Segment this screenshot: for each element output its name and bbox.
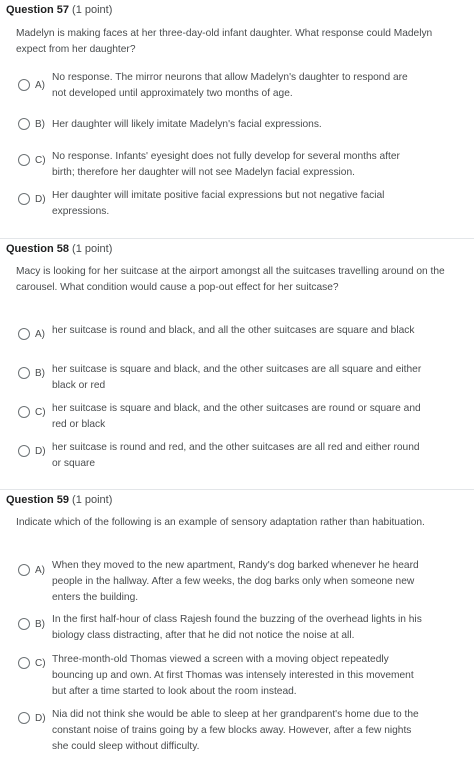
radio-button[interactable] (18, 154, 30, 166)
question-59 (0, 489, 474, 531)
choice-text: her suitcase is round and black, and all the other suitcases are square and black (52, 325, 415, 336)
question-58 (0, 238, 474, 296)
choice-text: her suitcase is square and black, and the other suitcases are round or square and red or black (52, 403, 421, 430)
choice-letter: C) (35, 155, 46, 166)
choice-letter: D) (35, 194, 46, 205)
question-text: Indicate which of the following is an example of sensory adaptation rather than habituation. (16, 517, 425, 528)
choice-text: Her daughter will likely imitate Madelyn's facial expressions. (52, 119, 322, 130)
radio-button[interactable] (18, 618, 30, 630)
choice-text: Her daughter will imitate positive facial expressions but not negative facial expressions. (52, 190, 385, 217)
choice-text: No response. Infants' eyesight does not fully develop for several months after birth; therefore her daughter will not see Madelyn facial expression. (52, 151, 400, 178)
radio-button[interactable] (18, 406, 30, 418)
choice-text: No response. The mirror neurons that allow Madelyn's daughter to respond are not developed until approximately two months of age. (52, 72, 408, 99)
choice-letter: A) (35, 329, 45, 340)
question-title: Question 59 (6, 494, 69, 506)
choice-letter: A) (35, 565, 45, 576)
radio-button[interactable] (18, 657, 30, 669)
question-header (0, 238, 474, 260)
choice-letter: D) (35, 713, 46, 724)
question-points: (1 point) (72, 4, 113, 16)
choice-text: her suitcase is round and red, and the other suitcases are all red and either round or square (52, 442, 420, 469)
question-57 (0, 0, 474, 58)
radio-button[interactable] (18, 712, 30, 724)
choice-text: Three-month-old Thomas viewed a screen with a moving object repeatedly bouncing up and own. At first Thomas was intensely interested in this movement but after a time started to look about the room instead. (52, 654, 414, 697)
radio-button[interactable] (18, 193, 30, 205)
choice-text: her suitcase is square and black, and the other suitcases are all square and either black or red (52, 364, 422, 391)
question-points: (1 point) (72, 243, 113, 255)
radio-button[interactable] (18, 445, 30, 457)
question-title: Question 57 (6, 4, 69, 16)
choice-letter: D) (35, 446, 46, 457)
choice-text: Nia did not think she would be able to sleep at her grandparent's home due to the constant noise of trains going by a few blocks away. However, after a few nights she could sleep without difficulty. (52, 709, 419, 752)
choice-letter: B) (35, 619, 45, 630)
question-header (0, 0, 474, 22)
radio-button[interactable] (18, 328, 30, 340)
question-header (0, 489, 474, 511)
choice-letter: B) (35, 119, 45, 130)
question-text: Macy is looking for her suitcase at the airport amongst all the suitcases travelling around on the carousel. What condition would cause a pop-out effect for her suitcase? (16, 266, 445, 293)
choice-letter: B) (35, 368, 45, 379)
choice-text: In the first half-hour of class Rajesh found the buzzing of the overhead lights in his biology class distracting, after that he did not notice the noise at all. (52, 614, 422, 641)
question-title: Question 58 (6, 243, 69, 255)
choice-letter: C) (35, 407, 46, 418)
radio-button[interactable] (18, 118, 30, 130)
question-text: Madelyn is making faces at her three-day-old infant daughter. What response could Madelyn expect from her daughter? (16, 28, 433, 55)
question-points: (1 point) (72, 494, 113, 506)
radio-button[interactable] (18, 367, 30, 379)
choice-letter: C) (35, 658, 46, 669)
choice-letter: A) (35, 80, 45, 91)
radio-button[interactable] (18, 79, 30, 91)
radio-button[interactable] (18, 564, 30, 576)
choice-text: When they moved to the new apartment, Randy's dog barked whenever he heard people in the hallway. After a few weeks, the dog barks only when someone new enters the building. (52, 560, 419, 603)
